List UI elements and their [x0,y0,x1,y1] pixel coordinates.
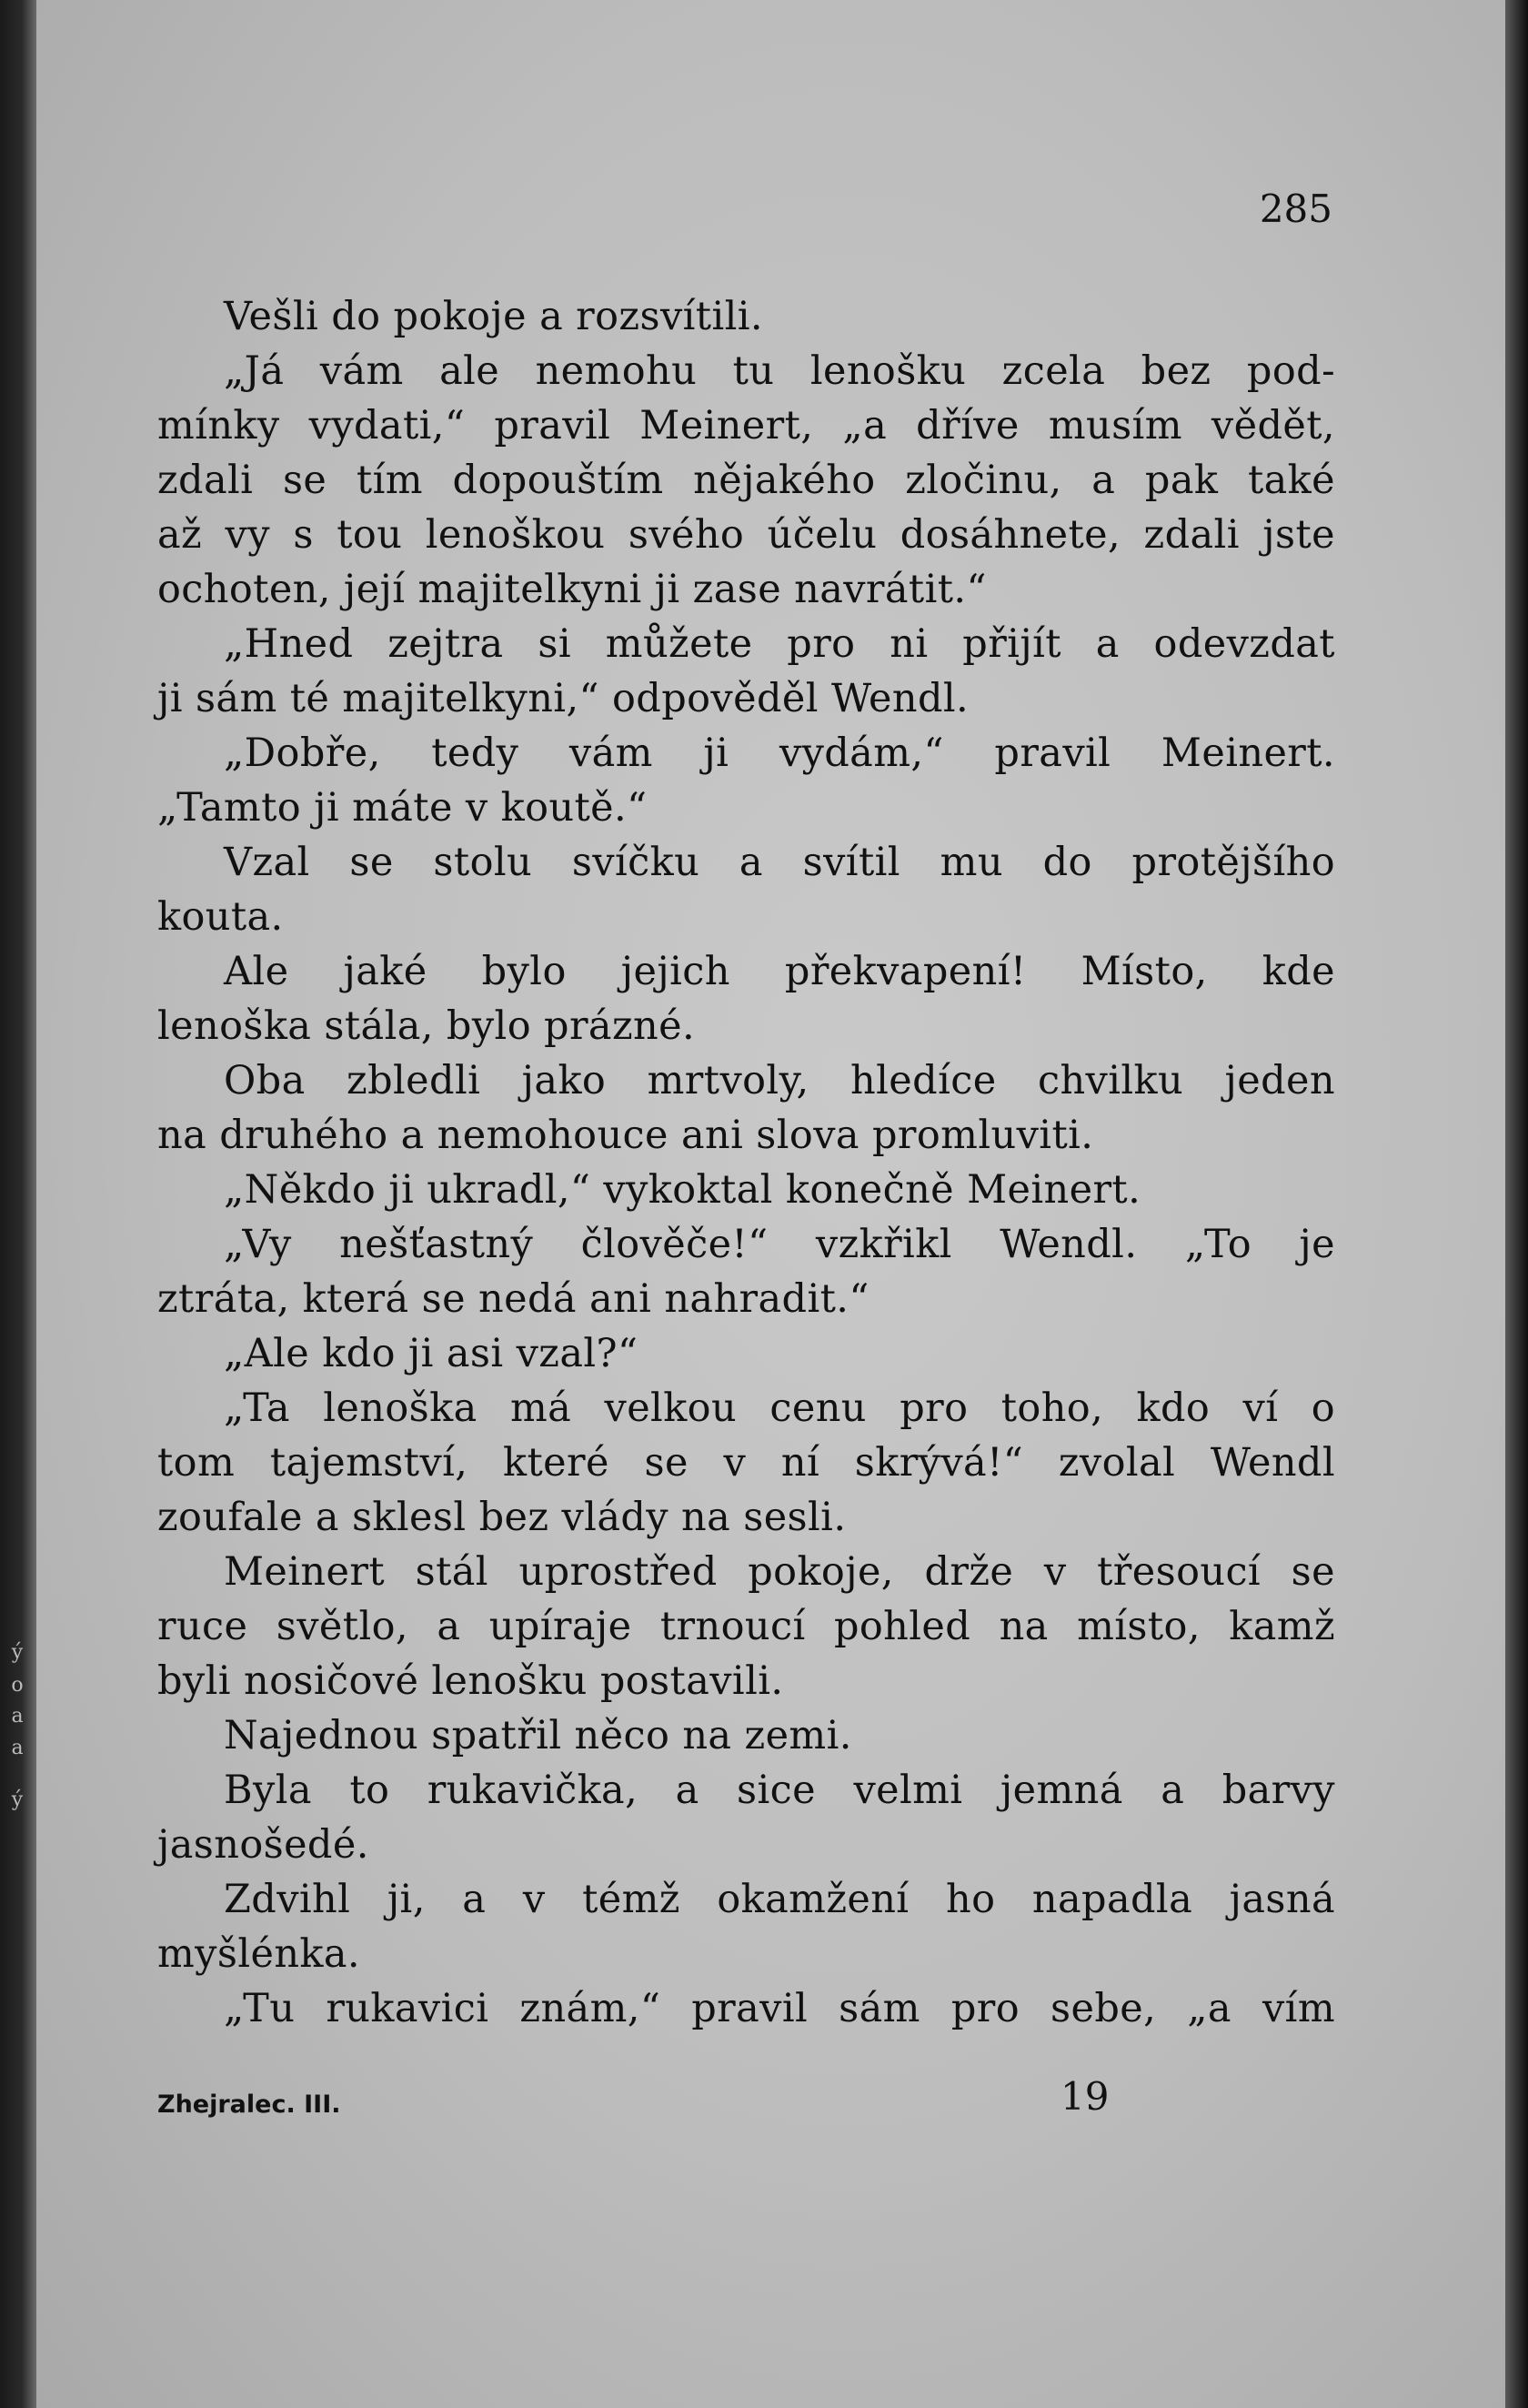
text-line: mínky vydati,“ pravil Meinert, „a dříve musím vědět, [157,403,1335,448]
text-line: „Ale kdo ji asi vzal?“ [224,1331,638,1376]
text-line: zdali se tím dopouštím nějakého zločinu, a pak také [157,458,1335,503]
book-page [36,0,1505,2408]
text-line: „Já vám ale nemohu tu lenošku zcela bez pod- [224,348,1335,394]
scan-left-edge [0,0,36,2408]
scan-right-edge [1505,0,1528,2408]
page-number: 285 [1259,186,1332,231]
text-line: byli nosičové lenošku postavili. [157,1658,784,1704]
text-line: Vzal se stolu svíčku a svítil mu do protějšího [224,840,1335,885]
text-line: „Hned zejtra si můžete pro ni přijít a odevzdat [224,621,1335,667]
text-line: myšlénka. [157,1931,360,1977]
text-line: Meinert stál uprostřed pokoje, drže v třesoucí se [224,1549,1335,1595]
sheet-number: 19 [1061,2074,1110,2119]
margin-fragment: a [11,1737,24,1759]
body-text [157,289,1335,2036]
text-line: „Tamto ji máte v koutě.“ [157,785,648,831]
text-line: tom tajemství, které se v ní skrývá!“ zvolal Wendl [157,1440,1335,1486]
text-line: „Dobře, tedy vám ji vydám,“ pravil Meinert. [224,730,1335,776]
margin-fragment: ý [11,1788,24,1811]
text-line: kouta. [157,894,284,940]
text-line: jasnošedé. [157,1822,369,1868]
text-line: ruce světlo, a upíraje trnoucí pohled na místo, kamž [157,1604,1335,1649]
text-line: Zdvihl ji, a v témž okamžení ho napadla jasná [224,1877,1335,1922]
text-line: Ale jaké bylo jejich překvapení! Místo, kde [224,949,1335,994]
printer-signature: Zhejralec. III. [157,2091,341,2119]
text-line: „Tu rukavici znám,“ pravil sám pro sebe, „a vím [224,1986,1335,2031]
text-line: Byla to rukavička, a sice velmi jemná a barvy [224,1768,1335,1813]
text-line: ztráta, která se nedá ani nahradit.“ [157,1276,870,1322]
text-line: ji sám té majitelkyni,“ odpověděl Wendl. [157,676,970,721]
text-line: zoufale a sklesl bez vlády na sesli. [157,1495,847,1540]
page-footer [157,2074,1110,2129]
text-line: „Vy nešťastný člověče!“ vzkřikl Wendl. „To je [224,1222,1335,1267]
margin-fragment: a [11,1705,24,1728]
text-line: Oba zbledli jako mrtvoly, hledíce chvilku jeden [224,1058,1335,1103]
margin-fragment: ý [11,1641,24,1664]
text-line: „Někdo ji ukradl,“ vykoktal konečně Meinert. [224,1167,1141,1213]
margin-fragment: o [11,1674,24,1697]
text-line: ochoten, její majitelkyni ji zase navrátit.“ [157,567,987,612]
text-line: na druhého a nemohouce ani slova promluviti. [157,1113,1094,1158]
text-line: až vy s tou lenoškou svého účelu dosáhnete, zdali jste [157,512,1335,558]
text-line: Najednou spatřil něco na zemi. [224,1713,852,1758]
text-line: Vešli do pokoje a rozsvítili. [224,294,764,339]
text-line: „Ta lenoška má velkou cenu pro toho, kdo ví o [224,1385,1335,1431]
text-line: lenoška stála, bylo prázné. [157,1003,696,1049]
